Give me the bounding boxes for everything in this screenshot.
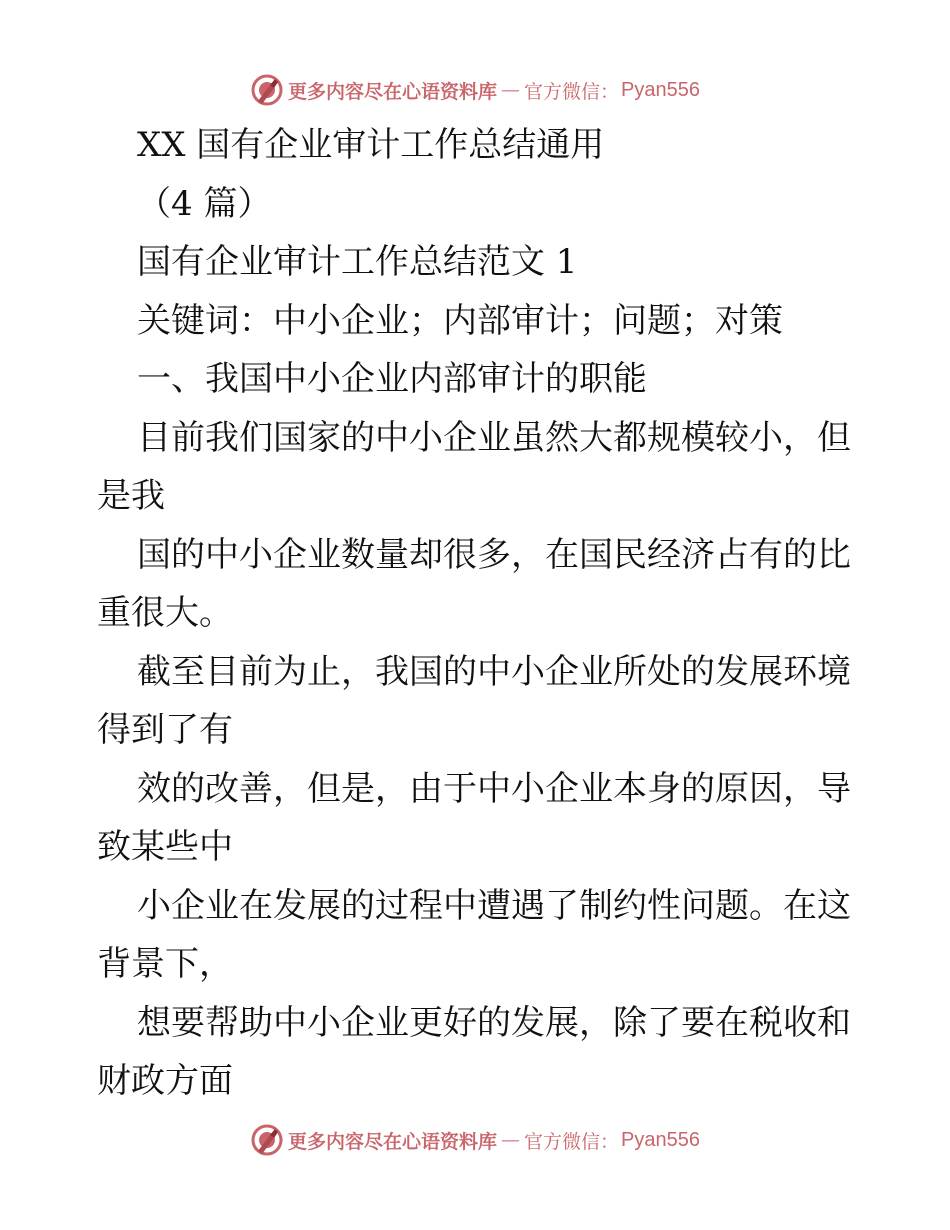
pen-logo-icon [250,1123,284,1157]
paragraph-line: 想要帮助中小企业更好的发展，除了要在税收和 [137,1002,851,1043]
paragraph-line: 效的改善，但是，由于中小企业本身的原因，导 [137,768,851,809]
document-title: XX 国有企业审计工作总结通用 [137,125,605,165]
paragraph-line: 背景下， [97,944,233,984]
paragraph-line: 国的中小企业数量却很多，在国民经济占有的比 [137,534,851,575]
banner-separator: — [501,1129,521,1151]
paragraph-line: 重很大。 [97,593,233,633]
banner-main-text: 更多内容尽在心语资料库 [288,80,498,103]
subsection-heading: 一、我国中小企业内部审计的职能 [137,359,647,399]
banner-separator: — [501,79,521,101]
pen-logo-icon [250,73,284,107]
banner-main-text: 更多内容尽在心语资料库 [288,1130,498,1153]
paragraph-line: 得到了有 [97,710,233,750]
document-body [97,116,853,1111]
paragraph-line: 目前我们国家的中小企业虽然大都规模较小，但 [137,417,851,458]
paragraph-line: 小企业在发展的过程中遭遇了制约性问题。在这 [137,885,851,926]
paragraph-line: 财政方面 [97,1061,233,1101]
keywords-line: 关键词：中小企业；内部审计；问题；对策 [137,300,783,341]
document-subtitle: （4 篇） [137,183,272,224]
footer-banner [0,1118,950,1162]
banner-wechat-label: 官方微信： [524,80,620,103]
banner-wechat-id: Pyan556 [621,1128,700,1151]
paragraph-line: 是我 [97,476,165,516]
paragraph-line: 致某些中 [97,827,233,867]
paragraph-line: 截至目前为止，我国的中小企业所处的发展环境 [137,651,851,692]
section-heading: 国有企业审计工作总结范文 1 [137,242,578,282]
banner-wechat-label: 官方微信： [524,1130,620,1153]
header-banner [0,68,950,112]
banner-wechat-id: Pyan556 [621,78,700,101]
